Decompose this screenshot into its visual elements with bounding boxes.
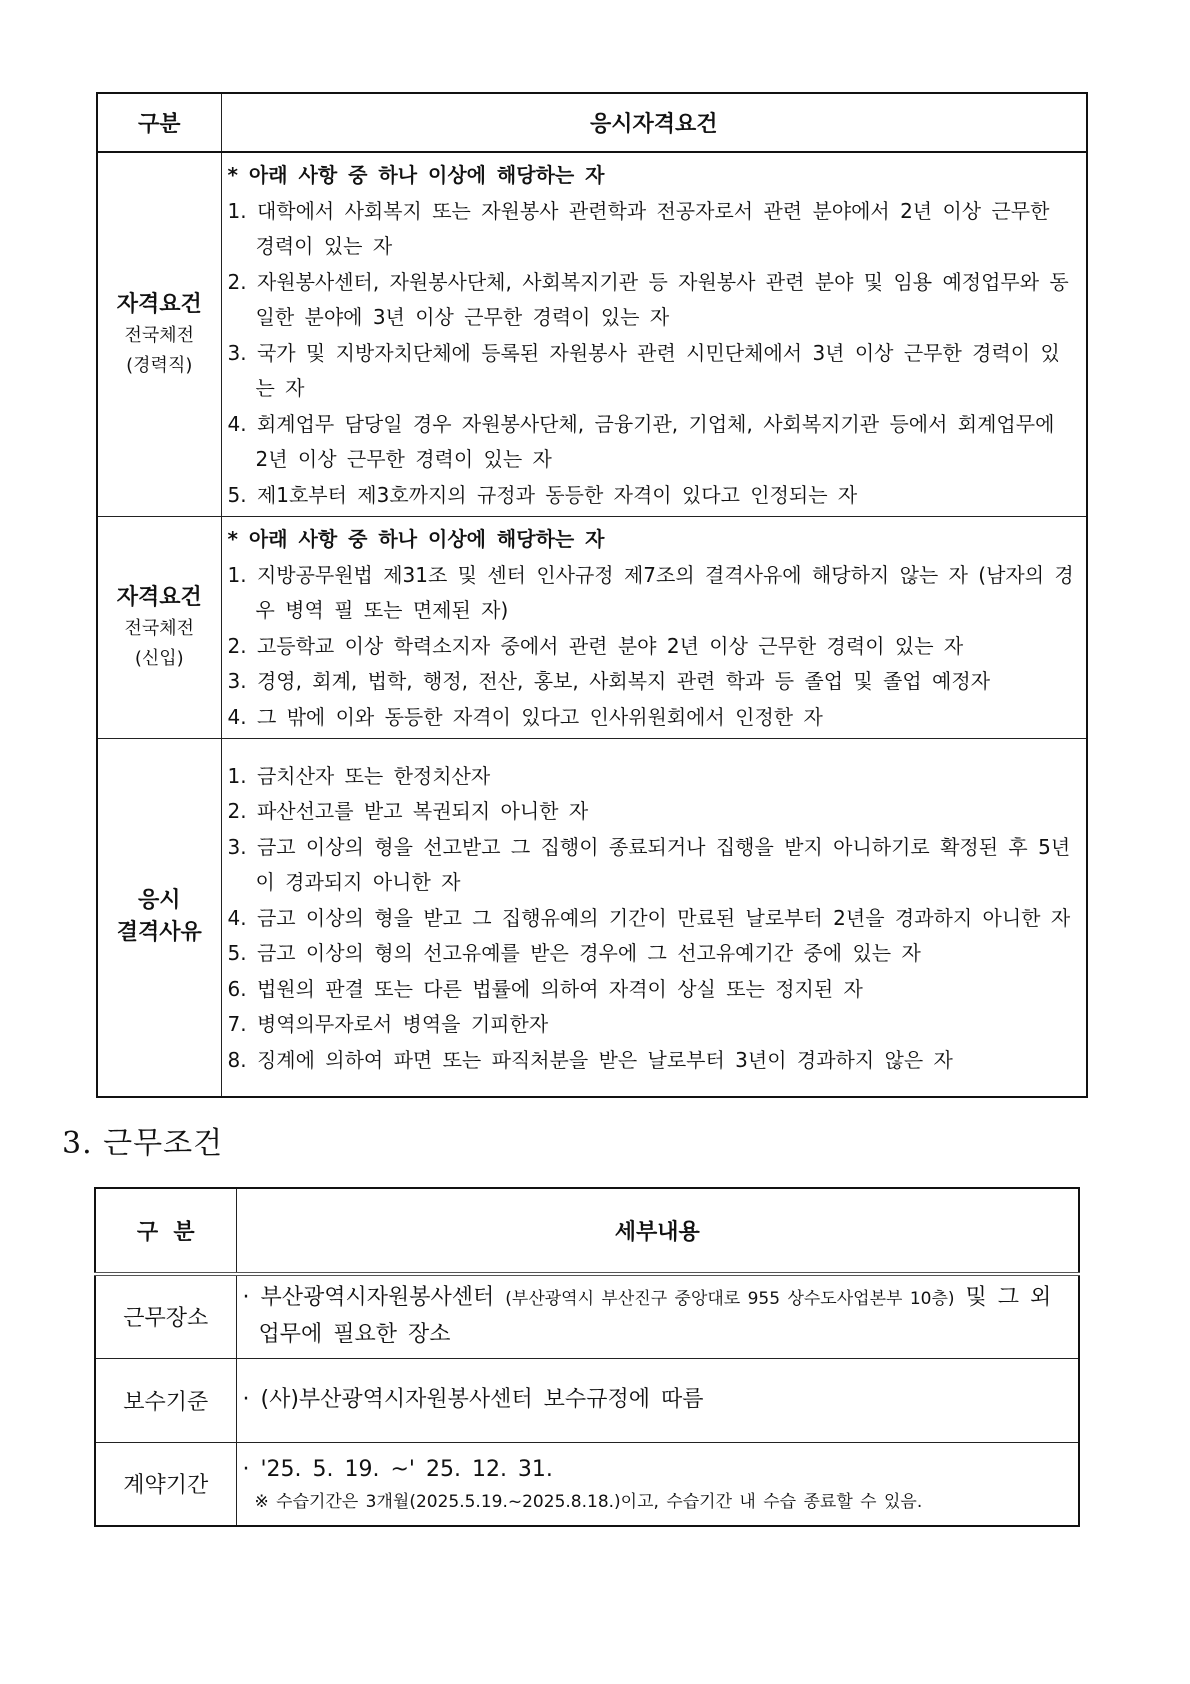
table-row-salary	[95, 1358, 1079, 1442]
list-item: 2. 고등학교 이상 학력소지자 중에서 관련 분야 2년 이상 근무한 경력이 있는 자	[227, 633, 964, 658]
probation-note: ※ 수습기간은 3개월(2025.5.19.~2025.8.18.)이고, 수습기간 내 수습 종료할 수 있음.	[254, 1491, 923, 1512]
list-item: 3. 경영, 회계, 법학, 행정, 전산, 홍보, 사회복지 관련 학과 등 졸업 및 졸업 예정자	[227, 669, 991, 693]
row-label-main: 응시	[137, 888, 181, 914]
row-value	[236, 1358, 1079, 1442]
table-row-disqualification	[97, 739, 1087, 1097]
row-value	[236, 1442, 1079, 1526]
requirement-note: * 아래 사항 중 하나 이상에 해당하는 자	[227, 163, 605, 187]
row-content-new-hire	[221, 517, 1087, 739]
list-item: 2. 자원봉사센터, 자원봉사단체, 사회복지기관 등 자원봉사 관련 분야 및 임용 예정업무와 동일한 분야에 3년 이상 근무한 경력이 있는 자	[227, 269, 1069, 329]
row-label-main: 결격사유	[116, 920, 202, 946]
row-label-sub: 전국체전	[124, 324, 195, 346]
location-tail: 및 그 외 업무에 필요한 장소	[258, 1285, 1052, 1348]
row-label-main: 자격요건	[116, 584, 202, 610]
header-category: 구 분	[95, 1188, 236, 1274]
row-label-sub: (경력직)	[126, 354, 193, 376]
list-item: 1. 지방공무원법 제31조 및 센터 인사규정 제7조의 결격사유에 해당하지 않는 자 (남자의 경우 병역 필 또는 면제된 자)	[227, 562, 1074, 622]
list-item: 4. 회계업무 담당일 경우 자원봉사단체, 금융기관, 기업체, 사회복지기관 등에서 회계업무에 2년 이상 근무한 경력이 있는 자	[227, 411, 1055, 471]
section-title: 3. 근무조건	[62, 1126, 224, 1161]
list-item: 6. 법원의 판결 또는 다른 법률에 의하여 자격이 상실 또는 정지된 자	[227, 976, 863, 1001]
table-header-row	[97, 93, 1087, 152]
list-item: 2. 파산선고를 받고 복권되지 아니한 자	[227, 799, 589, 823]
header-details: 세부내용	[236, 1188, 1079, 1274]
header-requirements: 응시자격요건	[221, 93, 1087, 152]
requirement-note: * 아래 사항 중 하나 이상에 해당하는 자	[227, 527, 605, 551]
list-item: 4. 금고 이상의 형을 받고 그 집행유예의 기간이 만료된 날로부터 2년을 경과하지 아니한 자	[227, 905, 1071, 930]
row-label-main: 자격요건	[116, 291, 202, 317]
location-main: 부산광역시자원봉사센터	[260, 1285, 495, 1311]
row-label-experienced	[97, 152, 221, 517]
contract-period: '25. 5. 19. ~' 25. 12. 31.	[260, 1456, 553, 1482]
detail-line	[243, 1280, 1069, 1353]
detail-line	[243, 1452, 1069, 1488]
bullet-mark: ·	[242, 1456, 250, 1482]
bullet-mark: ·	[242, 1387, 250, 1412]
row-label-sub: (신입)	[134, 647, 184, 669]
detail-line	[243, 1382, 1069, 1418]
list-item: 5. 금고 이상의 형의 선고유예를 받은 경우에 그 선고유예기간 중에 있는 자	[227, 941, 921, 965]
table-row-experienced	[97, 152, 1087, 517]
list-item: 7. 병역의무자로서 병역을 기피한자	[227, 1012, 549, 1036]
row-content-disqualification	[221, 739, 1087, 1097]
row-label: 계약기간	[95, 1442, 236, 1526]
row-label: 보수기준	[95, 1358, 236, 1442]
list-item: 1. 금치산자 또는 한정치산자	[227, 763, 491, 788]
list-item: 3. 금고 이상의 형을 선고받고 그 집행이 종료되거나 집행을 받지 아니하기로 확정된 후 5년이 경과되지 아니한 자	[227, 834, 1071, 894]
work-conditions-table	[94, 1187, 1080, 1527]
table-header-row	[95, 1188, 1079, 1274]
qualification-table	[96, 92, 1088, 1098]
list-item: 3. 국가 및 지방자치단체에 등록된 자원봉사 관련 시민단체에서 3년 이상 근무한 경력이 있는 자	[227, 340, 1060, 400]
row-label-disqualification	[97, 739, 221, 1097]
list-item: 1. 대학에서 사회복지 또는 자원봉사 관련학과 전공자로서 관련 분야에서 2년 이상 근무한 경력이 있는 자	[227, 198, 1050, 258]
row-label: 근무장소	[95, 1274, 236, 1358]
table-row-location	[95, 1274, 1079, 1358]
list-item: 4. 그 밖에 이와 동등한 자격이 있다고 인사위원회에서 인정한 자	[227, 704, 823, 729]
table-row-contract	[95, 1442, 1079, 1526]
bullet-mark: ·	[242, 1285, 250, 1311]
list-item: 5. 제1호부터 제3호까지의 규정과 동등한 자격이 있다고 인정되는 자	[227, 482, 858, 507]
table-row-new-hire	[97, 517, 1087, 739]
list-item: 8. 징계에 의하여 파면 또는 파직처분을 받은 날로부터 3년이 경과하지 않은 자	[227, 1047, 953, 1072]
salary-text: (사)부산광역시자원봉사센터 보수규정에 따름	[260, 1387, 704, 1412]
location-address: (부산광역시 부산진구 중앙대로 955 상수도사업본부 10층)	[505, 1289, 955, 1310]
row-label-new-hire	[97, 517, 221, 739]
header-category: 구분	[97, 93, 221, 152]
row-label-sub: 전국체전	[124, 617, 195, 639]
row-value	[236, 1274, 1079, 1358]
row-content-experienced	[221, 152, 1087, 517]
